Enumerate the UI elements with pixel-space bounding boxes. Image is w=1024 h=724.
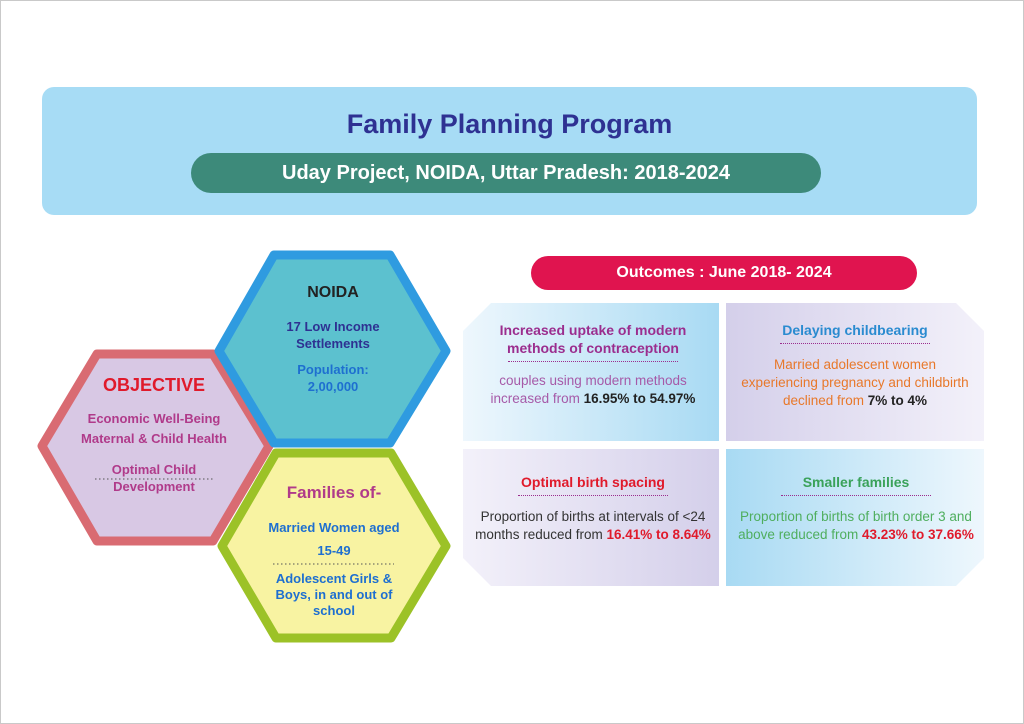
- families-content: [259, 483, 409, 619]
- objective-heading: OBJECTIVE: [102, 375, 206, 395]
- noida-population-value: 2,00,000: [307, 379, 359, 394]
- noida-heading: NOIDA: [307, 284, 359, 301]
- card-3-highlight: 16.41% to 8.64%: [606, 527, 711, 542]
- card-1-highlight: 16.95% to 54.97%: [583, 391, 696, 406]
- card-3-divider: [518, 495, 668, 496]
- card-1-divider: [508, 361, 678, 362]
- card-4-divider: [781, 495, 931, 496]
- card-4-title: Smaller families: [802, 474, 910, 490]
- card-4-highlight: 43.23% to 37.66%: [862, 527, 974, 542]
- outcome-card-spacing: [471, 473, 715, 544]
- outcome-card-smaller-families: [734, 473, 978, 544]
- outcome-card-contraception: [479, 321, 707, 408]
- page-title: Family Planning Program: [346, 109, 673, 139]
- card-2-divider: [780, 343, 930, 344]
- card-2-text: Married adolescent women experiencing pregnancy and childbirth declined from: [741, 357, 969, 408]
- objective-item-economic: Economic Well-Being: [87, 411, 221, 426]
- families-item-adolescents: Adolescent Girls & Boys, in and out of school: [275, 571, 393, 618]
- objective-item-development: Optimal Child Development: [111, 462, 197, 494]
- card-3-text: Proportion of births at intervals of <24 months reduced from: [475, 509, 706, 542]
- families-item-women-age: 15-49: [317, 543, 351, 558]
- card-4-text: Proportion of births of birth order 3 and above reduced from: [738, 509, 972, 542]
- objective-content: [81, 375, 227, 495]
- noida-content: [263, 284, 403, 395]
- noida-settlements: 17 Low Income Settlements: [286, 319, 380, 351]
- card-2-highlight: 7% to 4%: [867, 393, 928, 408]
- card-1-title: Increased uptake of modern methods of contraception: [499, 322, 687, 356]
- outcome-card-delaying: [736, 321, 974, 410]
- families-item-women: Married Women aged: [268, 520, 400, 535]
- objective-item-health: Maternal & Child Health: [81, 431, 227, 446]
- card-3-title: Optimal birth spacing: [521, 474, 665, 490]
- card-1-text: couples using modern methods increased from: [490, 373, 687, 406]
- noida-population-label: Population:: [297, 362, 369, 377]
- card-2-title: Delaying childbearing: [782, 322, 928, 338]
- outcomes-banner: Outcomes : June 2018- 2024: [531, 256, 917, 290]
- families-heading: Families of-: [286, 483, 382, 502]
- subtitle-banner: Uday Project, NOIDA, Uttar Pradesh: 2018-2024: [191, 153, 821, 193]
